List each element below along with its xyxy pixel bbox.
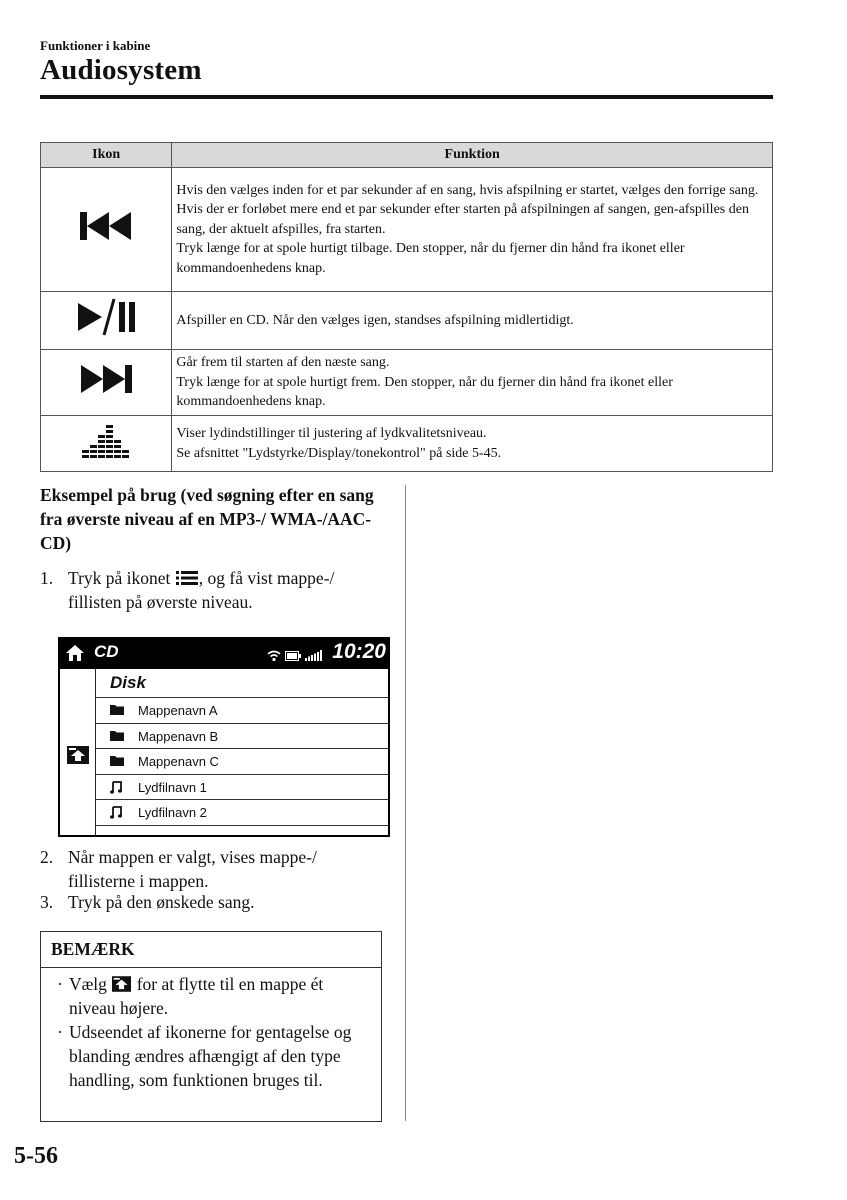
next-track-icon: [78, 362, 134, 396]
function-text: Afspiller en CD. Når den vælges igen, standses afspilning midlertidigt.: [176, 312, 574, 328]
table-row: [41, 168, 773, 292]
function-text: Tryk længe for at spole hurtigt tilbage. Den stopper, når du fjerner din hånd fra ikonet eller kommandoenhedens knap.: [176, 241, 685, 276]
folder-icon: [110, 730, 124, 741]
icon-cell: [41, 292, 172, 350]
example-heading: Eksempel på brug (ved søgning efter en sang fra øverste niveau af en MP3-/ WMA-/AAC-CD): [40, 485, 374, 553]
table-row: [41, 416, 773, 472]
source-label: CD: [94, 642, 119, 661]
note-text-after: for at flytte til en mappe ét niveau højere.: [69, 974, 324, 1018]
folder-up-icon[interactable]: [67, 746, 89, 764]
previous-track-icon: [78, 209, 134, 243]
note-item: [57, 1020, 373, 1092]
step-text-line2: fillisten på øverste niveau.: [68, 592, 253, 612]
table-header-row: [41, 143, 773, 168]
page-title: Audiosystem: [40, 54, 202, 86]
screen-panel: [60, 669, 388, 835]
function-text: Går frem til starten af den næste sang.: [176, 355, 390, 371]
table-row: [41, 350, 773, 416]
step-number: 3.: [40, 892, 54, 912]
list-item[interactable]: [96, 800, 388, 826]
icon-cell: [41, 168, 172, 292]
list-icon: [176, 570, 198, 586]
step-text-before: Tryk på ikonet: [68, 568, 171, 588]
function-text: Hvis der er forløbet mere end et par sekunder efter starten på afspilningen af sangen, gen-afspilles den sang, der aktuelt afspilles, fra starten.: [176, 202, 749, 237]
note-text: Udseendet af ikonerne for gentagelse og blanding ændres afhængigt af den type handling, som funktionen bruges til.: [69, 1022, 352, 1090]
step-text-after: , og få vist mappe-/: [198, 568, 335, 588]
function-cell: [172, 416, 773, 472]
icon-cell: [41, 416, 172, 472]
list-title: Disk: [96, 669, 388, 698]
step-2: [40, 845, 390, 895]
list-item-label: Mappenavn B: [138, 728, 219, 744]
step-number: 2.: [40, 847, 54, 867]
step-text: [68, 845, 317, 893]
table-row: [41, 292, 773, 350]
list-item-label: Mappenavn C: [138, 754, 219, 770]
wifi-icon: [267, 650, 281, 662]
note-title: BEMÆRK: [41, 932, 381, 968]
list-item[interactable]: [96, 698, 388, 724]
folder-up-icon: [112, 976, 131, 992]
note-item: [57, 972, 373, 1020]
screen-status-bar: [58, 637, 390, 668]
step-text: Tryk på den ønskede sang.: [68, 892, 255, 912]
home-icon[interactable]: [65, 644, 85, 662]
clock: 10:20: [332, 640, 386, 663]
bullet: ·: [57, 974, 63, 994]
function-text: Hvis den vælges inden for et par sekunder af en sang, hvis afspilning er startet, vælges den forrige sang.: [176, 182, 759, 198]
bullet: ·: [57, 1022, 63, 1042]
folder-icon: [110, 755, 124, 766]
folder-icon: [110, 704, 124, 715]
signal-icon: [305, 650, 323, 661]
list-item[interactable]: [96, 749, 388, 775]
note-text-before: Vælg: [69, 974, 107, 994]
equalizer-icon: [82, 420, 130, 460]
step-text: [68, 566, 334, 614]
function-table: [40, 142, 773, 472]
step-3: [40, 890, 390, 916]
list-item-label: Lydfilnavn 1: [138, 779, 207, 795]
list-item[interactable]: [96, 775, 388, 801]
column-header-icon: Ikon: [41, 143, 172, 168]
step-text-line1: Når mappen er valgt, vises mappe-/: [68, 847, 317, 867]
function-text: Viser lydindstillinger til justering af lydkvalitetsniveau.: [176, 426, 487, 441]
note-body: [41, 968, 381, 1092]
audio-screen: [58, 637, 390, 837]
step-number: 1.: [40, 568, 54, 588]
section-label: Funktioner i kabine: [40, 38, 151, 53]
function-text: Tryk længe for at spole hurtigt frem. Den stopper, når du fjerner din hånd fra ikonet eller kommandoenhedens knap.: [176, 374, 673, 410]
file-list: [96, 669, 388, 835]
play-pause-icon: [75, 297, 137, 337]
function-cell: [172, 350, 773, 416]
title-rule: [40, 95, 773, 99]
column-divider: [405, 485, 406, 1121]
music-note-icon: [110, 806, 122, 819]
step-text-line2: fillisterne i mappen.: [68, 871, 209, 891]
step-1: [40, 566, 390, 616]
column-header-function: Funktion: [172, 143, 773, 168]
list-item-label: Mappenavn A: [138, 703, 218, 718]
function-cell: [172, 168, 773, 292]
icon-cell: [41, 350, 172, 416]
page-number: 5-56: [14, 1143, 58, 1169]
note-box: [40, 931, 382, 1122]
function-text: Se afsnittet "Lydstyrke/Display/tonekontrol" på side 5-45.: [176, 445, 502, 461]
battery-icon: [285, 651, 301, 661]
list-item[interactable]: [96, 724, 388, 750]
music-note-icon: [110, 781, 122, 794]
list-item-label: Lydfilnavn 2: [138, 805, 207, 821]
function-cell: [172, 292, 773, 350]
screen-sidebar: [60, 669, 96, 835]
